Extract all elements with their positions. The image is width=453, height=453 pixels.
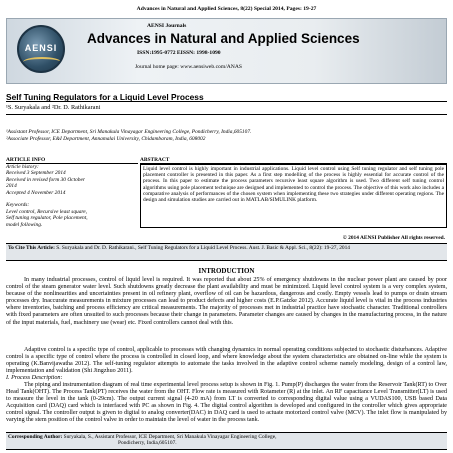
abstract-heading: ABSTRACT [140, 157, 447, 164]
journal-small-label: AENSI Journals [147, 23, 187, 29]
intro-paragraph-2: Adaptive control is a specific type of control, applicable to processes with changing dynamics in normal operating conditions subjected to stochastic disturbances. Adaptive control is a specific type of control where the process is controlled in closed loop, and where knowledge about the system characteristics are obtained on-line while the system is operating (K.Banvijawatha 2012). The self-tuning regulator attempts to automate the tasks involved in the adaptive control scheme namely modeling, design of a control law, implementation and validation (Shi Jingzhuo 2011). [6, 347, 447, 375]
article-info [6, 157, 138, 228]
journal-issn: ISSN:1995-0772 EISSN: 1998-1090 [137, 50, 221, 56]
article-info-line: Received in revised form 30 October [6, 176, 85, 183]
citation-box [6, 243, 447, 261]
paper-authors: ¹S. Suryakala and ²Dr. D. Rathikarani [6, 104, 101, 111]
article-info-line: Accepted 4 November 2014 [6, 189, 66, 196]
corresponding-author-line1: Suryakala, S., Assistant Professor, ICE Department, Sri Manakula Vinayagar Engineering College, [62, 434, 277, 440]
article-info-line: Article history: [6, 164, 39, 170]
process-paragraph: The piping and instrumentation diagram of real time experimental level process setup is shown in Fig. 1. Pump(P) discharges the water from the Reservoir Tank(RT) to Over Head Tank(OHT). The Process Tank(PT) receives the water from the OHT. Flow rate is measured with Rotameter (R) at the inlet. An RF capacitance Level Transmitter(LT) is used to measure the level in the tank (0-29cm). The output current signal (4-20 mA) from LT is converted to corresponding digital value using a VUDAS100, USB based Data Acquisition card (DAQ) card which is interfaced with PC as shown in Fig. 4. The digital control algorithm is developed and configured in the controller which gives appropriate control signal. The controller output is given to digital to analog converter(DAC) in DAQ card is used to actuate motorized control valve (MCV). The inlet flow is manipulated by varying the stem position of the control valve in order to maintain the level of water in the process tank. [6, 382, 447, 424]
paper-title: Self Tuning Regulators for a Liquid Level Process [6, 92, 204, 102]
article-info-line: 2014 [6, 183, 17, 190]
citation-label: To Cite This Article: [8, 245, 55, 251]
article-info-line: Self tuning regulator, Pole placement, [6, 215, 88, 222]
copyright-notice: © 2014 AENSI Publisher All rights reserved. [342, 235, 445, 241]
corresponding-author-box [6, 432, 447, 450]
journal-banner [6, 18, 447, 84]
article-info-line: Level control, Recursive least square, [6, 208, 88, 215]
article-info-heading: ARTICLE INFO [6, 157, 138, 164]
article-info-line: Received 3 September 2014 [6, 170, 66, 177]
corresponding-author-label: Corresponding Author: [8, 434, 63, 440]
journal-title: Advances in Natural and Applied Sciences [87, 31, 360, 46]
article-info-line: model following. [6, 221, 43, 228]
intro-paragraph-1: In many industrial processes, control of liquid level is required. It was reported that about 25% of emergency shutdowns in the nuclear power plant are caused by poor control of the steam generator water level. Such shutdowns greatly decrease the plant availability and must be minimized. Liquid level control system is a very complex system, because of the nonlinearities and uncertainties present in oil refinery plant, overflow of oil can be hazardous, dangerous and costly. Empty vessels lead to pumps or drain stream processes dry. Inaccurate measurements in mixture processes can lead to product defects and higher costs (E.P.Gatzke 2012). Accurate liquid level is vital in the process industries where inventories, batching and process efficiency are critical measurements. The majority of processes met in industrial practice have stochastic character. Traditional controllers with fixed parameters are often unsuited to such processes because their change in parameters. Parameter changes are caused by changes in the manufacturing process, in the nature of the input materials, fuel, machinery use (wear) etc. Fixed controllers cannot deal with this. [6, 277, 447, 326]
journal-homepage: Journal home page: www.aensiweb.com/ANAS [135, 64, 242, 70]
article-info-line: Keywords: [6, 202, 30, 209]
corresponding-author-line2: Pondicherry, India,605107. [118, 440, 177, 447]
abstract-section [140, 157, 447, 228]
banner-text [87, 23, 426, 70]
title-rule [6, 101, 447, 102]
citation-text: S. Suryakala and Dr. D. Rathikarani., Self Tuning Regulators for a Liquid Level Process. Aust. J. Basic & Appl. Sci., 8(22): 19-27, 2014 [54, 245, 350, 251]
running-head: Advances in Natural and Applied Sciences, 8(22) Special 2014, Pages: 19-27 [136, 6, 317, 12]
section-heading-introduction: INTRODUCTION [198, 267, 255, 275]
logo-swoosh [23, 57, 61, 67]
author-rule [6, 114, 447, 115]
subsection-heading: I. Process Description: [6, 375, 63, 381]
affiliation-1: ¹Assistant Professor, ICE Department, Sri Manakula Vinayagar Engineering College, Pondicherry, India,605107. [6, 129, 252, 135]
affiliation-2: ²Associate Professor, E&I Department, Annamalai University, Chidambaram, India, 608002 [6, 136, 206, 142]
aensi-logo-icon [17, 25, 65, 73]
abstract-text: Liquid level control is highly important in industrial applications. Liquid level control using Self tuning regulator and self tuning pole placement controller is presented in this paper. As a first step modelling of the process is highly essential for accurate control of the process. In this paper to estimate the process parameters recursive least square algorithm is used. Two different self tuning control algorithms using pole placement technique are designed and implemented to control the process. The objective of this work also includes a comparative analysis of performances of the chosen system when implementing these two strategies under different operating regions. The design and simulation studies are carried out in MATLAB/SIMULINK platform. [140, 164, 447, 228]
logo-text: AENSI [24, 43, 58, 53]
